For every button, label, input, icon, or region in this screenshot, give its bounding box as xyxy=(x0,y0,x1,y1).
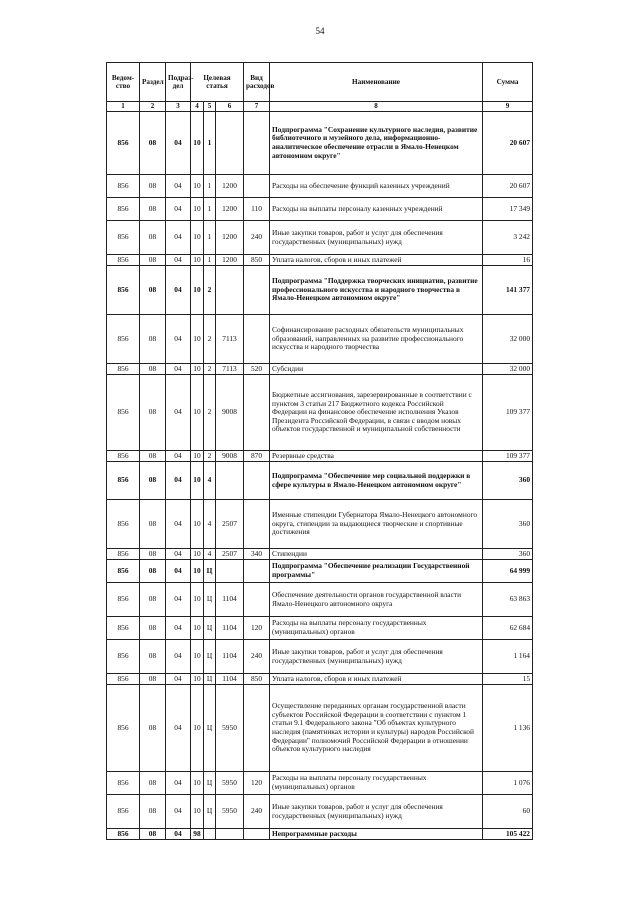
razdel-cell: 08 xyxy=(140,451,166,462)
vid-rashodov-cell xyxy=(244,462,270,500)
table-row xyxy=(107,112,533,175)
podrazdel-cell: 04 xyxy=(166,583,191,617)
naimenovanie-cell: Иные закупки товаров, работ и услуг для обеспечения государственных (муниципальных) нужд xyxy=(270,795,483,829)
column-number: 9 xyxy=(483,102,533,112)
razdel-cell: 08 xyxy=(140,772,166,795)
vedomstvo-cell: 856 xyxy=(107,375,140,451)
celevaya-part2-cell: Ц xyxy=(204,795,216,829)
celevaya-part2-cell: 2 xyxy=(204,364,216,375)
table-row xyxy=(107,560,533,583)
column-number: 1 xyxy=(107,102,140,112)
header-podrazdel: Подраз-дел xyxy=(166,63,191,102)
table-row xyxy=(107,315,533,364)
celevaya-part3-cell: 1200 xyxy=(216,255,244,266)
razdel-cell: 08 xyxy=(140,829,166,840)
celevaya-part1-cell: 98 xyxy=(191,829,204,840)
budget-table-body xyxy=(107,112,533,840)
vedomstvo-cell: 856 xyxy=(107,255,140,266)
celevaya-part2-cell: 1 xyxy=(204,198,216,221)
celevaya-part2-cell: 1 xyxy=(204,175,216,198)
celevaya-part2-cell: 1 xyxy=(204,221,216,255)
razdel-cell: 08 xyxy=(140,112,166,175)
celevaya-part3-cell: 7113 xyxy=(216,364,244,375)
razdel-cell: 08 xyxy=(140,364,166,375)
celevaya-part1-cell: 10 xyxy=(191,617,204,640)
column-number: 6 xyxy=(216,102,244,112)
naimenovanie-cell: Расходы на выплаты персоналу казенных учреждений xyxy=(270,198,483,221)
celevaya-part1-cell: 10 xyxy=(191,640,204,674)
naimenovanie-cell: Уплата налогов, сборов и иных платежей xyxy=(270,255,483,266)
column-number: 3 xyxy=(166,102,191,112)
naimenovanie-cell: Уплата налогов, сборов и иных платежей xyxy=(270,674,483,685)
vedomstvo-cell: 856 xyxy=(107,266,140,315)
razdel-cell: 08 xyxy=(140,500,166,549)
header-vedomstvo: Ведом-ство xyxy=(107,63,140,102)
celevaya-part3-cell: 1104 xyxy=(216,583,244,617)
table-row xyxy=(107,255,533,266)
summa-cell: 15 xyxy=(483,674,533,685)
celevaya-part3-cell: 9008 xyxy=(216,451,244,462)
celevaya-part3-cell: 5950 xyxy=(216,795,244,829)
razdel-cell: 08 xyxy=(140,549,166,560)
celevaya-part1-cell: 10 xyxy=(191,255,204,266)
celevaya-part3-cell: 5950 xyxy=(216,772,244,795)
celevaya-part1-cell: 10 xyxy=(191,560,204,583)
summa-cell: 32 000 xyxy=(483,364,533,375)
vid-rashodov-cell: 340 xyxy=(244,549,270,560)
column-number-row xyxy=(107,102,533,112)
razdel-cell: 08 xyxy=(140,255,166,266)
vid-rashodov-cell: 850 xyxy=(244,255,270,266)
podrazdel-cell: 04 xyxy=(166,198,191,221)
header-naimenovanie: Наименование xyxy=(270,63,483,102)
razdel-cell: 08 xyxy=(140,583,166,617)
naimenovanie-cell: Стипендии xyxy=(270,549,483,560)
celevaya-part3-cell: 1104 xyxy=(216,617,244,640)
table-row xyxy=(107,685,533,772)
celevaya-part2-cell: Ц xyxy=(204,583,216,617)
celevaya-part1-cell: 10 xyxy=(191,375,204,451)
summa-cell: 1 136 xyxy=(483,685,533,772)
summa-cell: 109 377 xyxy=(483,375,533,451)
table-row xyxy=(107,375,533,451)
table-row xyxy=(107,451,533,462)
vid-rashodov-cell xyxy=(244,112,270,175)
celevaya-part2-cell: 2 xyxy=(204,375,216,451)
vedomstvo-cell: 856 xyxy=(107,462,140,500)
naimenovanie-cell: Расходы на обеспечение функций казенных учреждений xyxy=(270,175,483,198)
razdel-cell: 08 xyxy=(140,617,166,640)
celevaya-part2-cell: 1 xyxy=(204,255,216,266)
summa-cell: 1 076 xyxy=(483,772,533,795)
vid-rashodov-cell: 520 xyxy=(244,364,270,375)
table-row xyxy=(107,549,533,560)
header-celevaya-statya: Целевая статья xyxy=(191,63,244,102)
vid-rashodov-cell: 870 xyxy=(244,451,270,462)
celevaya-part1-cell: 10 xyxy=(191,198,204,221)
vid-rashodov-cell xyxy=(244,315,270,364)
column-number: 8 xyxy=(270,102,483,112)
summa-cell: 20 607 xyxy=(483,112,533,175)
vid-rashodov-cell xyxy=(244,500,270,549)
table-row xyxy=(107,583,533,617)
celevaya-part3-cell: 1104 xyxy=(216,640,244,674)
celevaya-part3-cell: 9008 xyxy=(216,375,244,451)
razdel-cell: 08 xyxy=(140,462,166,500)
page-number: 54 xyxy=(315,26,325,36)
celevaya-part1-cell: 10 xyxy=(191,364,204,375)
naimenovanie-cell: Расходы на выплаты персоналу государственных (муниципальных) органов xyxy=(270,617,483,640)
vedomstvo-cell: 856 xyxy=(107,795,140,829)
celevaya-part2-cell: 2 xyxy=(204,451,216,462)
celevaya-part1-cell: 10 xyxy=(191,500,204,549)
naimenovanie-cell: Иные закупки товаров, работ и услуг для обеспечения государственных (муниципальных) нужд xyxy=(270,221,483,255)
podrazdel-cell: 04 xyxy=(166,674,191,685)
naimenovanie-cell: Расходы на выплаты персоналу государственных (муниципальных) органов xyxy=(270,772,483,795)
naimenovanie-cell: Субсидии xyxy=(270,364,483,375)
podrazdel-cell: 04 xyxy=(166,617,191,640)
razdel-cell: 08 xyxy=(140,266,166,315)
podrazdel-cell: 04 xyxy=(166,375,191,451)
table-row xyxy=(107,198,533,221)
celevaya-part1-cell: 10 xyxy=(191,772,204,795)
column-number: 4 xyxy=(191,102,204,112)
celevaya-part3-cell: 2507 xyxy=(216,500,244,549)
celevaya-part1-cell: 10 xyxy=(191,583,204,617)
vid-rashodov-cell xyxy=(244,375,270,451)
vid-rashodov-cell: 240 xyxy=(244,795,270,829)
vid-rashodov-cell xyxy=(244,685,270,772)
budget-table xyxy=(106,62,533,840)
table-row xyxy=(107,221,533,255)
summa-cell: 360 xyxy=(483,500,533,549)
vedomstvo-cell: 856 xyxy=(107,198,140,221)
vid-rashodov-cell xyxy=(244,266,270,315)
naimenovanie-cell: Осуществление переданных органам государственной власти субъектов Российской Федерации в соответствии с пунктом 1 статьи 9.1 Федерального закона "Об объектах культурного наследия (памятниках истории и культуры) народов Российской Федерации" полномочий Российской Федерации в отношении объектов культурного наследия xyxy=(270,685,483,772)
vedomstvo-cell: 856 xyxy=(107,451,140,462)
celevaya-part1-cell: 10 xyxy=(191,674,204,685)
vid-rashodov-cell: 850 xyxy=(244,674,270,685)
naimenovanie-cell: Резервные средства xyxy=(270,451,483,462)
celevaya-part2-cell: 1 xyxy=(204,112,216,175)
razdel-cell: 08 xyxy=(140,560,166,583)
summa-cell: 360 xyxy=(483,549,533,560)
celevaya-part2-cell: Ц xyxy=(204,685,216,772)
vedomstvo-cell: 856 xyxy=(107,674,140,685)
celevaya-part1-cell: 10 xyxy=(191,462,204,500)
razdel-cell: 08 xyxy=(140,640,166,674)
podrazdel-cell: 04 xyxy=(166,315,191,364)
celevaya-part1-cell: 10 xyxy=(191,549,204,560)
vedomstvo-cell: 856 xyxy=(107,112,140,175)
header-row xyxy=(107,63,533,102)
column-number: 5 xyxy=(204,102,216,112)
vedomstvo-cell: 856 xyxy=(107,364,140,375)
podrazdel-cell: 04 xyxy=(166,772,191,795)
column-number: 7 xyxy=(244,102,270,112)
vid-rashodov-cell: 240 xyxy=(244,640,270,674)
celevaya-part1-cell: 10 xyxy=(191,451,204,462)
celevaya-part3-cell: 1104 xyxy=(216,674,244,685)
vedomstvo-cell: 856 xyxy=(107,583,140,617)
celevaya-part3-cell xyxy=(216,560,244,583)
celevaya-part3-cell xyxy=(216,462,244,500)
vedomstvo-cell: 856 xyxy=(107,685,140,772)
celevaya-part3-cell: 5950 xyxy=(216,685,244,772)
summa-cell: 105 422 xyxy=(483,829,533,840)
vedomstvo-cell: 856 xyxy=(107,549,140,560)
podrazdel-cell: 04 xyxy=(166,500,191,549)
table-row xyxy=(107,829,533,840)
summa-cell: 3 242 xyxy=(483,221,533,255)
vedomstvo-cell: 856 xyxy=(107,175,140,198)
celevaya-part1-cell: 10 xyxy=(191,266,204,315)
vid-rashodov-cell xyxy=(244,583,270,617)
vedomstvo-cell: 856 xyxy=(107,640,140,674)
summa-cell: 63 863 xyxy=(483,583,533,617)
naimenovanie-cell: Подпрограмма "Обеспечение мер социальной поддержки в сфере культуры в Ямало-Ненецком автономном округе" xyxy=(270,462,483,500)
table-row xyxy=(107,795,533,829)
summa-cell: 32 000 xyxy=(483,315,533,364)
celevaya-part2-cell xyxy=(204,829,216,840)
header-razdel: Раздел xyxy=(140,63,166,102)
vid-rashodov-cell xyxy=(244,829,270,840)
naimenovanie-cell: Обеспечение деятельности органов государственной власти Ямало-Ненецкого автономного округа xyxy=(270,583,483,617)
celevaya-part3-cell: 1200 xyxy=(216,198,244,221)
razdel-cell: 08 xyxy=(140,375,166,451)
podrazdel-cell: 04 xyxy=(166,364,191,375)
summa-cell: 64 999 xyxy=(483,560,533,583)
vedomstvo-cell: 856 xyxy=(107,500,140,549)
celevaya-part1-cell: 10 xyxy=(191,685,204,772)
celevaya-part3-cell xyxy=(216,829,244,840)
celevaya-part2-cell: 4 xyxy=(204,462,216,500)
vid-rashodov-cell: 240 xyxy=(244,221,270,255)
summa-cell: 109 377 xyxy=(483,451,533,462)
table-row xyxy=(107,462,533,500)
celevaya-part2-cell: 4 xyxy=(204,500,216,549)
razdel-cell: 08 xyxy=(140,685,166,772)
celevaya-part1-cell: 10 xyxy=(191,221,204,255)
summa-cell: 20 607 xyxy=(483,175,533,198)
vedomstvo-cell: 856 xyxy=(107,772,140,795)
vid-rashodov-cell xyxy=(244,560,270,583)
table-row xyxy=(107,175,533,198)
celevaya-part2-cell: Ц xyxy=(204,560,216,583)
celevaya-part2-cell: Ц xyxy=(204,640,216,674)
header-summa: Сумма xyxy=(483,63,533,102)
celevaya-part2-cell: Ц xyxy=(204,617,216,640)
summa-cell: 16 xyxy=(483,255,533,266)
vedomstvo-cell: 856 xyxy=(107,560,140,583)
vid-rashodov-cell: 110 xyxy=(244,198,270,221)
celevaya-part1-cell: 10 xyxy=(191,315,204,364)
celevaya-part3-cell: 1200 xyxy=(216,175,244,198)
summa-cell: 1 164 xyxy=(483,640,533,674)
podrazdel-cell: 04 xyxy=(166,685,191,772)
naimenovanie-cell: Подпрограмма "Сохранение культурного наследия, развитие библиотечного и музейного дела, информационно-аналитическое обеспечение отрасли в Ямало-Ненецком автономном округе" xyxy=(270,112,483,175)
vedomstvo-cell: 856 xyxy=(107,617,140,640)
podrazdel-cell: 04 xyxy=(166,795,191,829)
celevaya-part2-cell: 2 xyxy=(204,266,216,315)
podrazdel-cell: 04 xyxy=(166,255,191,266)
celevaya-part2-cell: Ц xyxy=(204,772,216,795)
celevaya-part2-cell: 4 xyxy=(204,549,216,560)
celevaya-part2-cell: Ц xyxy=(204,674,216,685)
column-number: 2 xyxy=(140,102,166,112)
naimenovanie-cell: Непрограммные расходы xyxy=(270,829,483,840)
vedomstvo-cell: 856 xyxy=(107,315,140,364)
podrazdel-cell: 04 xyxy=(166,549,191,560)
table-row xyxy=(107,772,533,795)
vid-rashodov-cell xyxy=(244,175,270,198)
celevaya-part3-cell: 2507 xyxy=(216,549,244,560)
razdel-cell: 08 xyxy=(140,674,166,685)
podrazdel-cell: 04 xyxy=(166,640,191,674)
podrazdel-cell: 04 xyxy=(166,175,191,198)
celevaya-part3-cell: 7113 xyxy=(216,315,244,364)
podrazdel-cell: 04 xyxy=(166,221,191,255)
razdel-cell: 08 xyxy=(140,795,166,829)
celevaya-part1-cell: 10 xyxy=(191,112,204,175)
naimenovanie-cell: Именные стипендии Губернатора Ямало-Ненецкого автономного округа, стипендии за выдающиеся творческие и спортивные достижения xyxy=(270,500,483,549)
celevaya-part3-cell: 1200 xyxy=(216,221,244,255)
naimenovanie-cell: Бюджетные ассигнования, зарезервированные в соответствии с пунктом 3 статьи 217 Бюджетного кодекса Российской Федерации на финансовое обеспечение исполнения Указов Президента Российской Федерации, в связи с вводом новых объектов государственной и муниципальной собственности xyxy=(270,375,483,451)
podrazdel-cell: 04 xyxy=(166,462,191,500)
celevaya-part2-cell: 2 xyxy=(204,315,216,364)
celevaya-part3-cell xyxy=(216,266,244,315)
vedomstvo-cell: 856 xyxy=(107,829,140,840)
podrazdel-cell: 04 xyxy=(166,560,191,583)
celevaya-part1-cell: 10 xyxy=(191,175,204,198)
podrazdel-cell: 04 xyxy=(166,451,191,462)
razdel-cell: 08 xyxy=(140,221,166,255)
table-row xyxy=(107,364,533,375)
header-vid-rashodov: Вид расходов xyxy=(244,63,270,102)
vid-rashodov-cell: 120 xyxy=(244,617,270,640)
table-row xyxy=(107,617,533,640)
podrazdel-cell: 04 xyxy=(166,829,191,840)
summa-cell: 17 349 xyxy=(483,198,533,221)
table-row xyxy=(107,640,533,674)
summa-cell: 62 684 xyxy=(483,617,533,640)
vid-rashodov-cell: 120 xyxy=(244,772,270,795)
summa-cell: 360 xyxy=(483,462,533,500)
table-row xyxy=(107,674,533,685)
naimenovanie-cell: Софинансирование расходных обязательств муниципальных образований, направленных на развитие профессионального искусства и народного творчества xyxy=(270,315,483,364)
vedomstvo-cell: 856 xyxy=(107,221,140,255)
razdel-cell: 08 xyxy=(140,315,166,364)
celevaya-part3-cell xyxy=(216,112,244,175)
naimenovanie-cell: Подпрограмма "Поддержка творческих инициатив, развитие профессионального искусства и народного творчества в Ямало-Ненецком автономном округе" xyxy=(270,266,483,315)
razdel-cell: 08 xyxy=(140,198,166,221)
summa-cell: 60 xyxy=(483,795,533,829)
naimenovanie-cell: Подпрограмма "Обеспечение реализации Государственной программы" xyxy=(270,560,483,583)
summa-cell: 141 377 xyxy=(483,266,533,315)
celevaya-part1-cell: 10 xyxy=(191,795,204,829)
podrazdel-cell: 04 xyxy=(166,112,191,175)
razdel-cell: 08 xyxy=(140,175,166,198)
naimenovanie-cell: Иные закупки товаров, работ и услуг для обеспечения государственных (муниципальных) нужд xyxy=(270,640,483,674)
table-row xyxy=(107,500,533,549)
table-row xyxy=(107,266,533,315)
podrazdel-cell: 04 xyxy=(166,266,191,315)
